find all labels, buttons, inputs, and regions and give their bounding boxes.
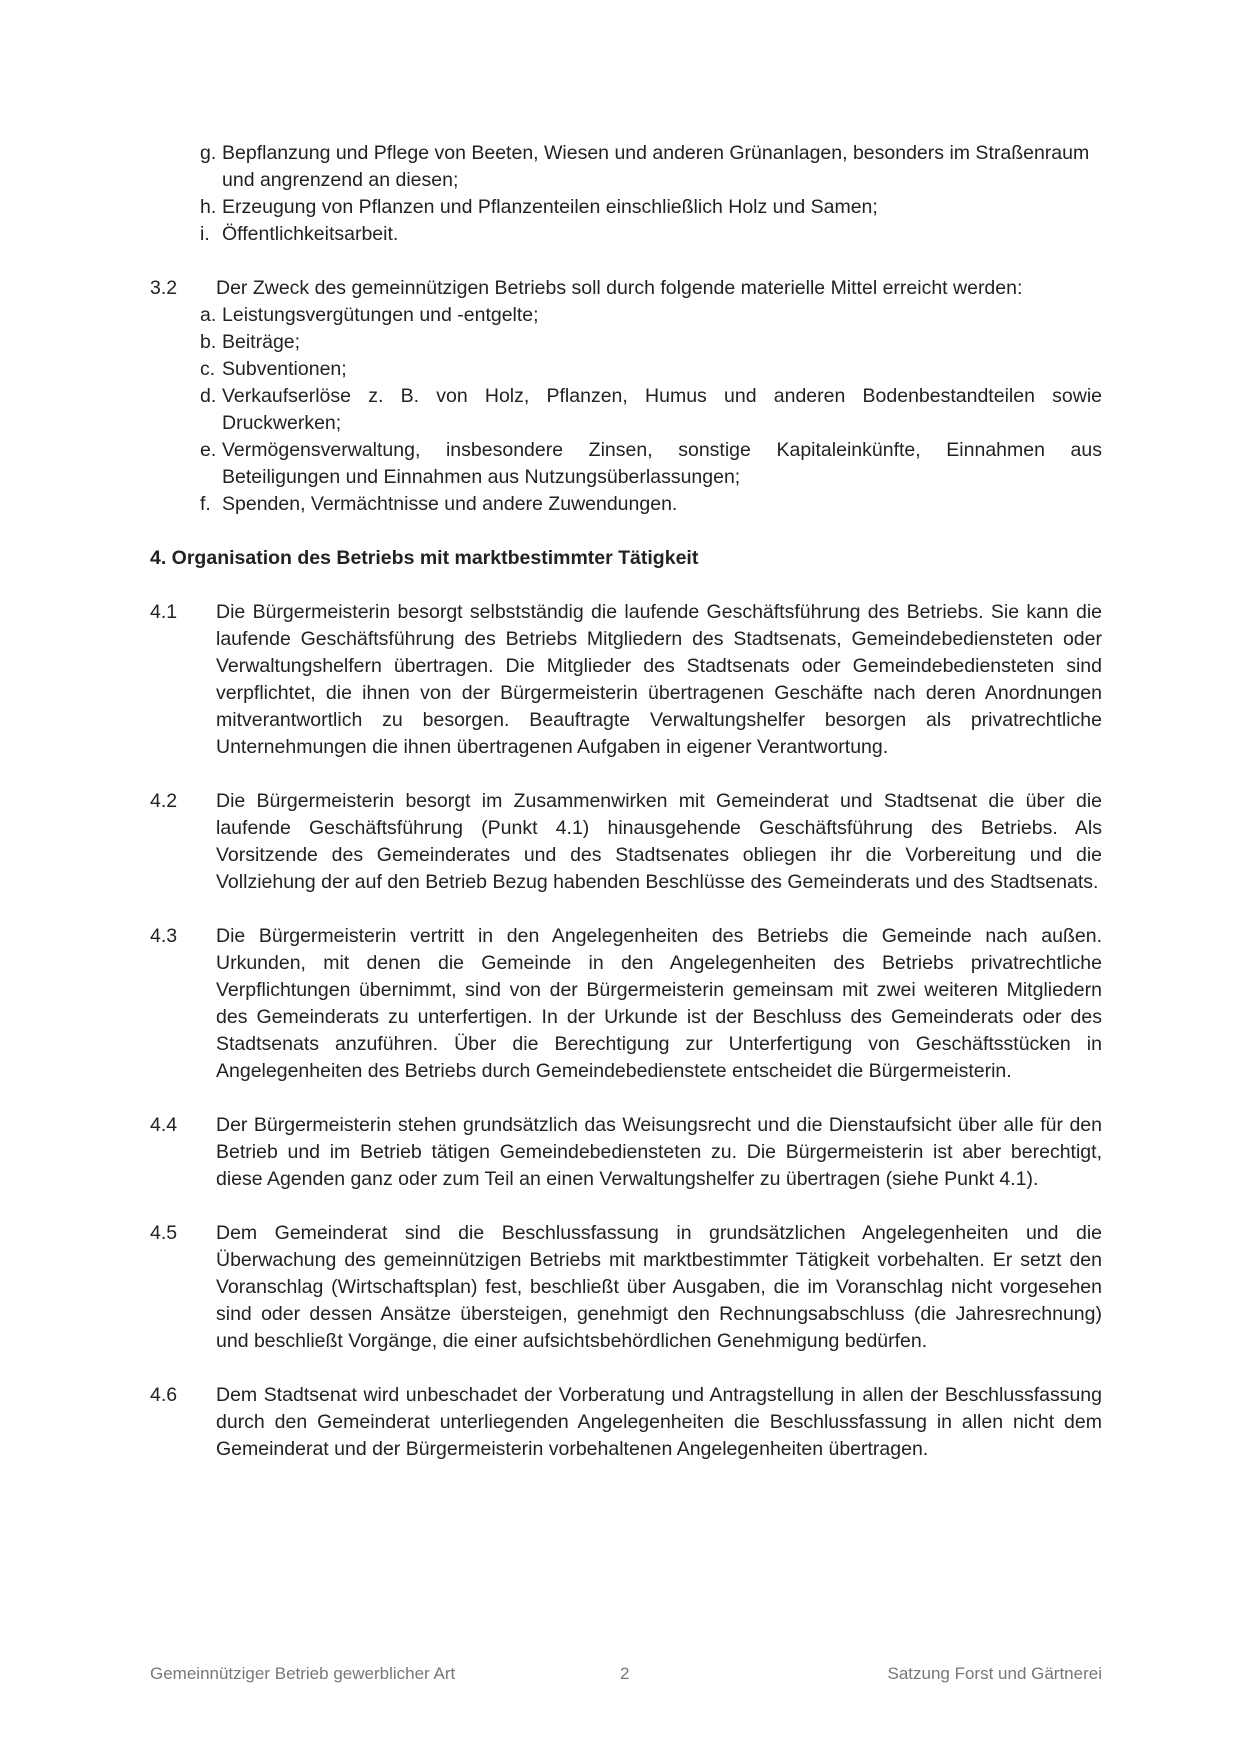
footer-right: Satzung Forst und Gärtnerei	[887, 1664, 1102, 1683]
list-text: Vermögensverwaltung, insbesondere Zinsen, sonstige Kapitaleinkünfte, Einnahmen aus Beteiligungen und Einnahmen aus Nutzungsüberlassungen;	[222, 439, 1102, 488]
paragraph-text: Die Bürgermeisterin vertritt in den Angelegenheiten des Betriebs die Gemeinde nach außen. Urkunden, mit denen die Gemeinde in den Angelegenheiten des Betriebs privatrechtliche Verpflichtungen übernimmt, sind von der Bürgermeisterin gemeinsam mit zwei weiteren Mitgliedern des Gemeinderats zu unterfertigen. In der Urkunde ist der Beschluss des Gemeinderats oder des Stadtsenats anzuführen. Über die Berechtigung zur Unterfertigung von Geschäftsstücken in Angelegenheiten des Betriebs durch Gemeindebedienstete entscheidet die Bürgermeisterin.	[216, 925, 1102, 1082]
list-item	[200, 491, 1102, 518]
paragraph-4-3	[150, 923, 1102, 1085]
paragraph-4-2	[150, 788, 1102, 896]
paragraph-number: 4.6	[150, 1384, 178, 1406]
list-marker: i.	[200, 223, 210, 245]
paragraph-text: Dem Stadtsenat wird unbeschadet der Vorberatung und Antragstellung in allen der Beschlussfassung durch den Gemeinderat unterliegenden Angelegenheiten die Beschlussfassung in allen nicht dem Gemeinderat und der Bürgermeisterin vorbehaltenen Angelegenheiten übertragen.	[216, 1384, 1102, 1460]
list-text: Verkaufserlöse z. B. von Holz, Pflanzen, Humus und anderen Bodenbestandteilen sowie Druckwerken;	[222, 385, 1102, 434]
purpose-list-continued	[200, 140, 1102, 248]
list-text: Spenden, Vermächtnisse und andere Zuwendungen.	[222, 493, 678, 515]
list-marker: b.	[200, 331, 217, 353]
list-marker: c.	[200, 358, 216, 380]
paragraph-text: Die Bürgermeisterin besorgt selbstständig die laufende Geschäftsführung des Betriebs. Sie kann die laufende Geschäftsführung des Betriebs Mitgliedern des Stadtsenats, Gemeindebediensteten oder Verwaltungshelfern übertragen. Die Mitglieder des Stadtsenats oder Gemeindebediensteten sind verpflichtet, die ihnen von der Bürgermeisterin übertragenen Geschäfte nach deren Anordnungen mitverantwortlich zu besorgen. Beauftragte Verwaltungshelfer besorgen als privatrechtliche Unternehmungen die ihnen übertragenen Aufgaben in eigener Verantwortung.	[216, 601, 1102, 758]
list-item	[200, 383, 1102, 437]
list-marker: e.	[200, 439, 217, 461]
list-text: Bepflanzung und Pflege von Beeten, Wiesen und anderen Grünanlagen, besonders im Straßenraum und angrenzend an diesen;	[222, 142, 1090, 191]
paragraph-4-6	[150, 1382, 1102, 1463]
section-text: Der Zweck des gemeinnützigen Betriebs soll durch folgende materielle Mittel erreicht werden:	[216, 277, 1023, 299]
page-number: 2	[620, 1664, 630, 1683]
list-marker: a.	[200, 304, 217, 326]
list-item	[200, 437, 1102, 491]
list-text: Leistungsvergütungen und -entgelte;	[222, 304, 539, 326]
footer-left: Gemeinnütziger Betrieb gewerblicher Art	[150, 1664, 456, 1683]
paragraph-number: 4.5	[150, 1222, 178, 1244]
paragraph-text: Dem Gemeinderat sind die Beschlussfassung in grundsätzlichen Angelegenheiten und die Überwachung des gemeinnützigen Betriebs mit marktbestimmter Tätigkeit vorbehalten. Er setzt den Voranschlag (Wirtschaftsplan) fest, beschließt über Ausgaben, die im Voranschlag nicht vorgesehen sind oder dessen Ansätze übersteigen, genehmigt den Rechnungsabschluss (die Jahresrechnung) und beschließt Vorgänge, die einer aufsichtsbehördlichen Genehmigung bedürfen.	[216, 1222, 1102, 1352]
section-body	[200, 275, 1102, 545]
list-item	[200, 302, 1102, 329]
means-list	[200, 302, 1102, 518]
paragraph-text: Der Bürgermeisterin stehen grundsätzlich das Weisungsrecht und die Dienstaufsicht über alle für den Betrieb und im Betrieb tätigen Gemeindebediensteten zu. Die Bürgermeisterin ist aber berechtigt, diese Agenden ganz oder zum Teil an einen Verwaltungshelfer zu übertragen (siehe Punkt 4.1).	[216, 1114, 1102, 1190]
section-number: 3.2	[150, 277, 178, 299]
list-marker: h.	[200, 196, 217, 218]
list-text: Öffentlichkeitsarbeit.	[222, 223, 399, 245]
paragraph-number: 4.4	[150, 1114, 178, 1136]
paragraph-4-4	[150, 1112, 1102, 1193]
list-item	[200, 140, 1102, 194]
list-text: Erzeugung von Pflanzen und Pflanzenteilen einschließlich Holz und Samen;	[222, 196, 878, 218]
paragraph-number: 4.2	[150, 790, 178, 812]
paragraph-number: 4.1	[150, 601, 178, 623]
document-page	[150, 140, 1102, 1490]
paragraph-4-1	[150, 599, 1102, 761]
list-item	[200, 221, 1102, 248]
paragraph-4-5	[150, 1220, 1102, 1355]
paragraph-number: 4.3	[150, 925, 178, 947]
list-item	[200, 194, 1102, 221]
section-3-2	[150, 275, 1102, 545]
section-heading: 4. Organisation des Betriebs mit marktbestimmter Tätigkeit	[150, 547, 699, 569]
list-text: Subventionen;	[222, 358, 347, 380]
list-item	[200, 356, 1102, 383]
list-marker: g.	[200, 142, 217, 164]
list-marker: f.	[200, 493, 211, 515]
list-marker: d.	[200, 385, 217, 407]
page-footer	[150, 1664, 1102, 1684]
list-item	[200, 329, 1102, 356]
list-text: Beiträge;	[222, 331, 301, 353]
paragraph-text: Die Bürgermeisterin besorgt im Zusammenwirken mit Gemeinderat und Stadtsenat die über die laufende Geschäftsführung (Punkt 4.1) hinausgehende Geschäftsführung des Betriebs. Als Vorsitzende des Gemeinderates und des Stadtsenates obliegen ihr die Vorbereitung und die Vollziehung der auf den Betrieb Bezug habenden Beschlüsse des Gemeinderats und des Stadtsenats.	[216, 790, 1102, 893]
